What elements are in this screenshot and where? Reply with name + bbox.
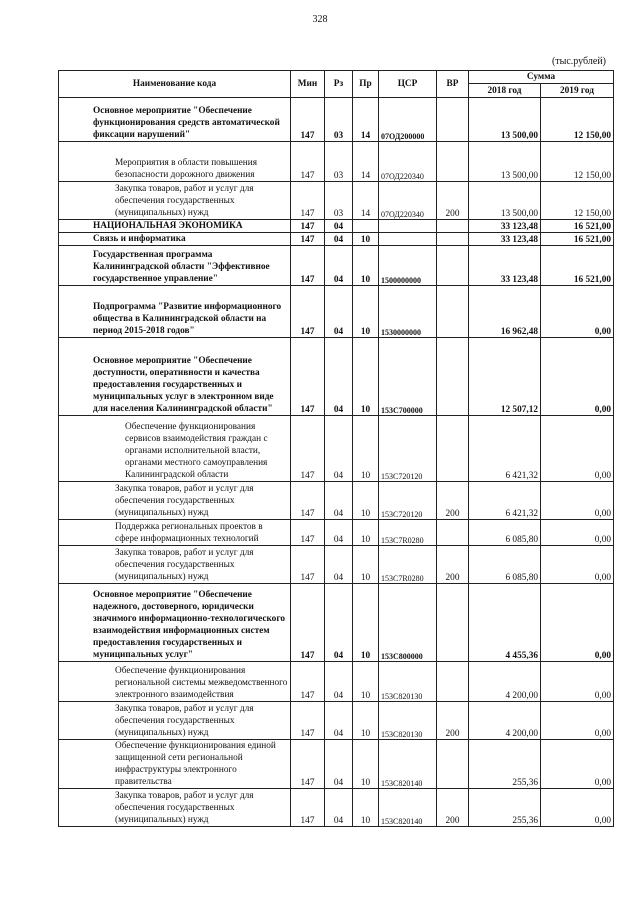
cell-name: Поддержка региональных проектов в сфере информационных технологий	[59, 520, 291, 546]
header-name: Наименование кода	[59, 71, 291, 98]
cell-min: 147	[291, 286, 325, 338]
cell-2019: 0,00	[541, 338, 614, 416]
cell-2018: 33 123,48	[469, 246, 541, 286]
cell-csr: 153С7R0280	[379, 520, 437, 546]
cell-pr: 10	[353, 286, 379, 338]
cell-csr: 1530000000	[379, 286, 437, 338]
cell-rz: 04	[325, 740, 353, 789]
cell-2019: 12 150,00	[541, 142, 614, 182]
cell-min: 147	[291, 584, 325, 662]
cell-2018: 4 200,00	[469, 662, 541, 702]
table-row	[59, 98, 614, 142]
cell-name: Закупка товаров, работ и услуг для обеспечения государственных (муниципальных) нужд	[59, 789, 291, 827]
cell-2018: 13 500,00	[469, 142, 541, 182]
cell-rz: 04	[325, 338, 353, 416]
header-sum: Сумма	[469, 71, 614, 84]
cell-vr: 200	[437, 482, 469, 520]
cell-vr: 200	[437, 182, 469, 220]
cell-name: Подпрограмма "Развитие информационного общества в Калининградской области на период 2015-2018 годов"	[59, 286, 291, 338]
cell-csr: 153С820130	[379, 702, 437, 740]
cell-min: 147	[291, 142, 325, 182]
cell-min: 147	[291, 220, 325, 233]
cell-rz: 04	[325, 246, 353, 286]
cell-2019: 12 150,00	[541, 182, 614, 220]
table-row	[59, 338, 614, 416]
cell-min: 147	[291, 338, 325, 416]
table-row	[59, 520, 614, 546]
cell-vr	[437, 220, 469, 233]
cell-pr: 10	[353, 702, 379, 740]
cell-min: 147	[291, 233, 325, 246]
cell-vr	[437, 662, 469, 702]
cell-vr: 200	[437, 702, 469, 740]
table-row	[59, 182, 614, 220]
cell-pr: 10	[353, 246, 379, 286]
cell-csr: 153С720120	[379, 416, 437, 482]
cell-name: Обеспечение функционирования единой защищенной сети региональной инфраструктуры электронного правительства	[59, 740, 291, 789]
cell-rz: 04	[325, 662, 353, 702]
cell-name: НАЦИОНАЛЬНАЯ ЭКОНОМИКА	[59, 220, 291, 233]
cell-pr: 10	[353, 740, 379, 789]
cell-2019: 0,00	[541, 662, 614, 702]
cell-name: Основное мероприятие "Обеспечение надежного, достоверного, юридически значимого информационно-технологического взаимодействия информационных систем предоставления государственных и муниципальных услуг"	[59, 584, 291, 662]
cell-csr: 07ОД220340	[379, 142, 437, 182]
header-vr: ВР	[437, 71, 469, 98]
header-min: Мин	[291, 71, 325, 98]
cell-rz: 04	[325, 789, 353, 827]
cell-2019: 0,00	[541, 482, 614, 520]
cell-pr: 10	[353, 546, 379, 584]
cell-name: Обеспечение функционирования региональной системы межведомственного электронного взаимодействия	[59, 662, 291, 702]
cell-csr	[379, 233, 437, 246]
cell-name: Государственная программа Калининградской области "Эффективное государственное управление"	[59, 246, 291, 286]
header-csr: ЦСР	[379, 71, 437, 98]
cell-min: 147	[291, 246, 325, 286]
cell-2018: 255,36	[469, 740, 541, 789]
cell-2019: 0,00	[541, 286, 614, 338]
header-2019: 2019 год	[541, 84, 614, 98]
cell-vr	[437, 416, 469, 482]
cell-pr: 10	[353, 520, 379, 546]
cell-2018: 13 500,00	[469, 182, 541, 220]
cell-name: Закупка товаров, работ и услуг для обеспечения государственных (муниципальных) нужд	[59, 546, 291, 584]
cell-csr: 153С700000	[379, 338, 437, 416]
cell-name: Связь и информатика	[59, 233, 291, 246]
cell-name: Закупка товаров, работ и услуг для обеспечения государственных (муниципальных) нужд	[59, 182, 291, 220]
cell-2019: 0,00	[541, 789, 614, 827]
cell-pr: 14	[353, 142, 379, 182]
cell-min: 147	[291, 482, 325, 520]
cell-2019: 0,00	[541, 416, 614, 482]
table-row	[59, 246, 614, 286]
page-number: 328	[312, 14, 328, 25]
cell-rz: 04	[325, 520, 353, 546]
cell-2018: 33 123,48	[469, 233, 541, 246]
cell-2018: 33 123,48	[469, 220, 541, 233]
cell-rz: 03	[325, 142, 353, 182]
cell-2019: 16 521,00	[541, 233, 614, 246]
cell-min: 147	[291, 520, 325, 546]
table-row	[59, 220, 614, 233]
cell-2019: 16 521,00	[541, 220, 614, 233]
cell-min: 147	[291, 98, 325, 142]
units-label: (тыс.рублей)	[551, 56, 606, 67]
cell-csr: 153С800000	[379, 584, 437, 662]
cell-csr: 1500000000	[379, 246, 437, 286]
cell-2018: 6 421,32	[469, 482, 541, 520]
cell-vr	[437, 584, 469, 662]
table-row	[59, 416, 614, 482]
cell-rz: 04	[325, 220, 353, 233]
cell-2018: 6 085,80	[469, 546, 541, 584]
cell-name: Основное мероприятие "Обеспечение функционирования средств автоматической фиксации нарушений"	[59, 98, 291, 142]
cell-min: 147	[291, 546, 325, 584]
cell-pr: 10	[353, 584, 379, 662]
table-row	[59, 662, 614, 702]
cell-rz: 04	[325, 584, 353, 662]
cell-vr	[437, 142, 469, 182]
cell-rz: 03	[325, 182, 353, 220]
cell-pr: 14	[353, 182, 379, 220]
cell-vr	[437, 98, 469, 142]
cell-csr	[379, 220, 437, 233]
cell-name: Мероприятия в области повышения безопасности дорожного движения	[59, 142, 291, 182]
cell-pr	[353, 220, 379, 233]
cell-2018: 255,36	[469, 789, 541, 827]
cell-vr	[437, 246, 469, 286]
cell-name: Основное мероприятие "Обеспечение доступности, оперативности и качества предоставления государственных и муниципальных услуг в электронном виде для населения Калининградской области"	[59, 338, 291, 416]
cell-name: Закупка товаров, работ и услуг для обеспечения государственных (муниципальных) нужд	[59, 482, 291, 520]
cell-rz: 04	[325, 286, 353, 338]
table-row	[59, 286, 614, 338]
cell-pr: 10	[353, 482, 379, 520]
cell-2019: 0,00	[541, 546, 614, 584]
header-rz: Рз	[325, 71, 353, 98]
cell-min: 147	[291, 662, 325, 702]
cell-pr: 10	[353, 789, 379, 827]
cell-name: Обеспечение функционирования сервисов взаимодействия граждан с органами исполнительной власти, органами местного самоуправления Калининградской области	[59, 416, 291, 482]
cell-pr: 14	[353, 98, 379, 142]
cell-csr: 07ОД220340	[379, 182, 437, 220]
table-row	[59, 233, 614, 246]
cell-rz: 04	[325, 482, 353, 520]
cell-csr: 153С820140	[379, 740, 437, 789]
table-body	[59, 98, 614, 827]
cell-2018: 13 500,00	[469, 98, 541, 142]
cell-csr: 153С820130	[379, 662, 437, 702]
cell-min: 147	[291, 416, 325, 482]
cell-2019: 0,00	[541, 520, 614, 546]
header-pr: Пр	[353, 71, 379, 98]
header-2018: 2018 год	[469, 84, 541, 98]
cell-2018: 12 507,12	[469, 338, 541, 416]
cell-pr: 10	[353, 416, 379, 482]
cell-pr: 10	[353, 338, 379, 416]
cell-2018: 16 962,48	[469, 286, 541, 338]
cell-csr: 153С720120	[379, 482, 437, 520]
cell-vr	[437, 338, 469, 416]
cell-2018: 4 200,00	[469, 702, 541, 740]
table-row	[59, 584, 614, 662]
cell-2019: 0,00	[541, 740, 614, 789]
cell-vr	[437, 233, 469, 246]
cell-2019: 16 521,00	[541, 246, 614, 286]
cell-rz: 04	[325, 546, 353, 584]
cell-2019: 0,00	[541, 702, 614, 740]
cell-min: 147	[291, 182, 325, 220]
cell-rz: 03	[325, 98, 353, 142]
table-header	[59, 71, 614, 98]
cell-2018: 6 085,80	[469, 520, 541, 546]
cell-csr: 153С7R0280	[379, 546, 437, 584]
cell-pr: 10	[353, 662, 379, 702]
cell-min: 147	[291, 740, 325, 789]
cell-min: 147	[291, 789, 325, 827]
cell-csr: 153С820140	[379, 789, 437, 827]
table-row	[59, 142, 614, 182]
cell-vr: 200	[437, 789, 469, 827]
cell-vr	[437, 740, 469, 789]
table-row	[59, 546, 614, 584]
cell-vr	[437, 286, 469, 338]
table-row	[59, 482, 614, 520]
cell-min: 147	[291, 702, 325, 740]
table-row	[59, 702, 614, 740]
cell-rz: 04	[325, 416, 353, 482]
cell-vr	[437, 520, 469, 546]
table-row	[59, 789, 614, 827]
cell-rz: 04	[325, 233, 353, 246]
cell-vr: 200	[437, 546, 469, 584]
cell-name: Закупка товаров, работ и услуг для обеспечения государственных (муниципальных) нужд	[59, 702, 291, 740]
cell-rz: 04	[325, 702, 353, 740]
budget-table	[58, 70, 614, 827]
cell-2018: 4 455,36	[469, 584, 541, 662]
cell-csr: 07ОД200000	[379, 98, 437, 142]
cell-pr: 10	[353, 233, 379, 246]
cell-2019: 12 150,00	[541, 98, 614, 142]
cell-2019: 0,00	[541, 584, 614, 662]
table-row	[59, 740, 614, 789]
cell-2018: 6 421,32	[469, 416, 541, 482]
